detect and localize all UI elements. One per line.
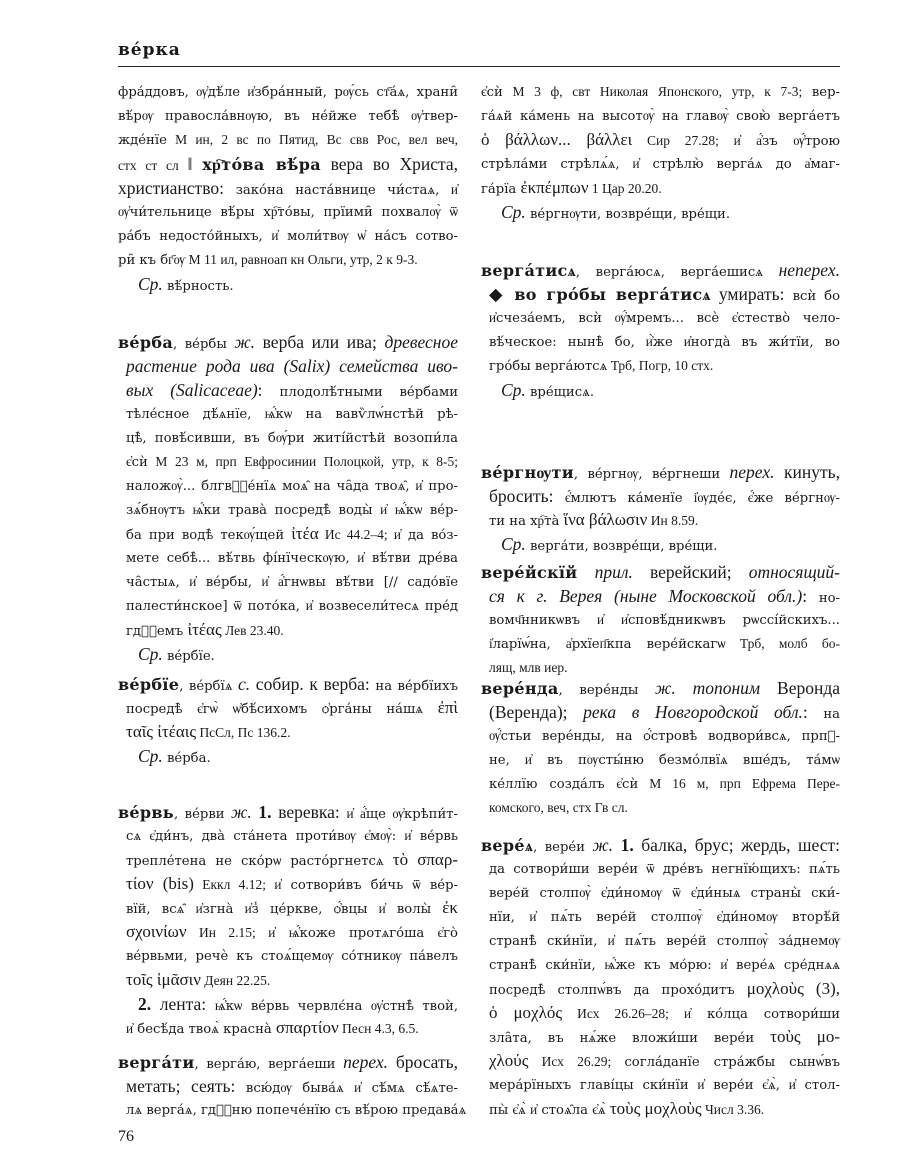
- text-segment: ра́бъ недосто́йныхъ, и҆ моли́твѹ ѡ҆ на́съ сотво-: [118, 229, 458, 244]
- text-line: [118, 80, 458, 104]
- text-segment: трепле́тена не ско́рѡ растóргнетсѧ: [126, 854, 393, 869]
- text-segment: 1 Цар 20.20.: [588, 181, 662, 196]
- text-line: [481, 128, 840, 152]
- text-segment: палести́нское] ѿ пото́ка, и҆ возвесели́тесѧ пре́д: [126, 599, 458, 614]
- text-segment: Ср.: [501, 380, 526, 400]
- text-segment: и҆ сотвори́въ би́чь ѿ ве́р-: [274, 878, 458, 893]
- text-segment: Ис 44.2–4;: [318, 527, 394, 542]
- text-segment: Ин 2.15;: [186, 925, 269, 940]
- text-line: [118, 176, 458, 200]
- text-line: [481, 508, 840, 532]
- text-segment: и҆ ѩ҆́коже протѧго́ша є҆го̀: [268, 926, 458, 941]
- text-segment: М 3 ф, свт Николая Японского, утр, к 7-3;: [502, 84, 812, 99]
- text-segment: ὁ μοχλός: [489, 1003, 563, 1022]
- text-segment: μοχλοὺς (3),: [746, 979, 841, 998]
- text-segment: ри̑ къ бг҃ѹ: [118, 253, 186, 268]
- text-segment: верба или ива;: [254, 332, 385, 352]
- text-line: [481, 460, 840, 484]
- text-segment: не, и҆ въ пѹсты́ню безмо́лвїѧ вше́дъ, та́мѡ: [489, 753, 840, 768]
- text-segment: М 16 м, прп Ефрема Пере-: [638, 776, 840, 791]
- text-segment: га́ѧй ка́мень на высотѹ̀ на главѹ̀ свою̀ верга́етъ: [481, 109, 840, 124]
- text-segment: , вере́нды: [558, 683, 656, 698]
- text-segment: ἰτέας: [187, 620, 222, 639]
- text-line: [481, 80, 840, 104]
- text-segment: Трб, молб бо-: [725, 636, 840, 651]
- text-segment: ве́ргнѹти, возвре́щи, вре́щи.: [525, 207, 731, 222]
- running-head: ве́рка: [118, 40, 181, 60]
- text-segment: жде́нїе: [118, 133, 167, 148]
- text-line: [118, 920, 458, 944]
- text-segment: Веронда: [760, 678, 840, 698]
- text-line: [481, 953, 840, 977]
- text-segment: ἵνα βάλωσιν: [563, 510, 648, 529]
- text-segment: ве́рвь: [118, 803, 174, 822]
- text-segment: неперех.: [778, 260, 840, 280]
- text-segment: ся к г. Верея (ныне Московской обл.): [489, 586, 803, 606]
- text-line: [118, 330, 458, 354]
- text-line: [481, 905, 840, 929]
- text-line: [481, 632, 840, 656]
- text-line: [481, 929, 840, 953]
- text-segment: Числ 3.36.: [701, 1102, 765, 1117]
- text-segment: вѣ́ческое: нынѣ̀ бо, и҆̀же и҆ногда̀ въ жи́тїи, во: [489, 335, 840, 350]
- dictionary-entry: [481, 80, 840, 224]
- text-segment: ж.: [234, 332, 255, 352]
- text-segment: ПсСл, Пс 136.2.: [196, 725, 291, 740]
- text-segment: и҆ ко́лца сотвори́ши: [684, 1007, 840, 1022]
- text-segment: всю́дѹ быва́ѧ и҆ сѣ́мѧ сѣ́ѧте-: [245, 1081, 459, 1096]
- text-line: [118, 744, 458, 768]
- text-line: [481, 1025, 840, 1049]
- text-line: [118, 402, 458, 426]
- text-segment: с.: [237, 674, 251, 694]
- text-segment: на: [823, 707, 840, 722]
- text-segment: и҆счеза́емъ, всѝ ѹ҆́мремъ... всѐ є҆стество̀ чело-: [489, 311, 840, 326]
- text-line: [118, 1098, 467, 1122]
- text-line: [118, 672, 458, 696]
- text-segment: ча̑стыѧ, и҆ ве́рбы, и҆ а҆́гнѡвы вѣ́тви [// садо́вїе: [126, 575, 458, 590]
- text-segment: вере́й столпѹ̀ є҆ди́номѹ ѿ є҆ди́ныѧ страны̀ ски́-: [489, 886, 840, 901]
- text-segment: бросить:: [489, 486, 565, 506]
- text-segment: верейский;: [632, 562, 749, 582]
- text-line: [118, 1016, 458, 1040]
- text-line: [118, 152, 458, 176]
- text-line: [481, 796, 840, 820]
- text-segment: Трб, Погр, 10 стх.: [607, 358, 714, 373]
- text-line: [481, 200, 840, 224]
- text-line: [118, 474, 458, 498]
- text-segment: фра́ддовъ, ѹ҆дѣ́ле и҆збра́нный, рѹ́сь ст҃а́ѧ, храни̑: [118, 85, 458, 100]
- text-segment: и҆ бесѣ́да твоѧ̀ красна̀: [126, 1022, 276, 1037]
- text-segment: прил.: [577, 562, 633, 582]
- text-line: [481, 354, 840, 378]
- text-segment: , вере́и: [533, 840, 593, 855]
- text-line: [481, 772, 840, 796]
- text-line: [481, 608, 840, 632]
- text-segment: и҆ а҆́ще ѹ҆крѣпи́т-: [346, 807, 458, 822]
- text-segment: 2.: [138, 994, 152, 1014]
- text-segment: но-: [818, 591, 840, 606]
- text-line: [118, 944, 458, 968]
- text-line: [481, 560, 840, 584]
- text-segment: τοῖς ἱμᾶσιν: [126, 970, 201, 989]
- text-segment: ѹ҆чи́тельнице вѣ́ры хр҇то́вы, прїими̑ похвалѹ̀ ѿ: [118, 205, 458, 220]
- text-segment: М 11 ил, равноап кн Ольги, утр, 2 к 9-3.: [185, 252, 418, 267]
- text-segment: , верга́ю, верга́еши: [194, 1057, 344, 1072]
- text-segment: ◆: [489, 284, 515, 304]
- text-segment: кинуть,: [774, 462, 840, 482]
- text-line: [481, 1073, 840, 1097]
- text-segment: τὸ σπαρ-: [392, 850, 458, 869]
- text-line: [118, 720, 458, 744]
- text-segment: собир. к верба:: [250, 674, 376, 694]
- text-segment: М ин, 2 вс по Пятид, Вс свв Рос, вел веч,: [166, 132, 458, 147]
- text-segment: (Веренда);: [489, 702, 584, 722]
- text-segment: Песн 4.3, 6.5.: [338, 1021, 419, 1036]
- text-segment: є҆́млютъ ка́менїе і҆ѹде́є, є҆́же ве́ргнѹ-: [564, 491, 840, 506]
- dictionary-entry: [118, 80, 458, 296]
- text-segment: метать; сеять:: [126, 1076, 246, 1096]
- text-line: [481, 330, 840, 354]
- text-line: [118, 992, 458, 1016]
- text-line: [481, 857, 840, 881]
- text-segment: Лев 23.40.: [221, 623, 284, 638]
- text-line: [481, 724, 840, 748]
- text-segment: , ве́рбїѧ: [179, 679, 238, 694]
- text-line: [118, 618, 458, 642]
- text-segment: вѣ́рность.: [162, 279, 234, 294]
- text-line: [118, 128, 458, 152]
- text-line: [481, 532, 840, 556]
- dictionary-entry: [118, 800, 458, 1040]
- text-line: [118, 696, 458, 720]
- text-segment: зако́на наста́внице чи́стаѧ, и҆: [235, 183, 458, 198]
- text-segment: гдⷭ҇емъ: [126, 624, 188, 639]
- dictionary-entry: [481, 560, 840, 680]
- text-segment: і҆ларїѡ́на, а҆рхїеп҃кпа вере́йскагѡ: [489, 637, 726, 652]
- text-segment: , ве́ргнѹ, ве́ргнеши: [573, 467, 730, 482]
- text-line: [481, 1097, 840, 1121]
- text-segment: Ин 8.59.: [647, 513, 699, 528]
- text-segment: верга́тисѧ: [481, 261, 576, 280]
- text-segment: Ср.: [138, 644, 163, 664]
- text-segment: вере́нда: [481, 679, 559, 698]
- text-segment: , верга́юсѧ, верга́ешисѧ: [575, 265, 779, 280]
- text-segment: Исх 26.29;: [528, 1054, 625, 1069]
- text-line: [481, 1049, 840, 1073]
- text-segment: Еккл 4.12;: [193, 877, 275, 892]
- text-segment: ж.: [231, 802, 252, 822]
- text-segment: га́рїа: [481, 182, 521, 197]
- text-line: [481, 833, 840, 857]
- text-segment: ѹ҆́стьи вере́нды, на ѻ҆́стровѣ водвори́всѧ, прпⷣ-: [489, 729, 840, 744]
- text-segment: χλούς: [489, 1051, 529, 1070]
- text-line: [118, 248, 458, 272]
- text-segment: ке́ллїю созда́лъ є҆сѝ: [489, 777, 639, 792]
- text-segment: ве́рба: [118, 333, 174, 352]
- text-segment: вѣ́рѹ правосла́внѹю, въ не́йже тебѣ̀ ѹ҆твер-: [118, 109, 458, 124]
- text-line: [118, 872, 458, 896]
- text-segment: ἐκ: [442, 898, 458, 917]
- text-line: [481, 584, 840, 608]
- dictionary-entry: [118, 1050, 467, 1122]
- text-segment: наложѹ̀... блгвⷭ҇е́нїѧ моѧ̑ на ча̑да твоѧ̑, и҆ про-: [126, 479, 458, 494]
- text-segment: сѧ є҆ди́нъ, два̀ ста́нета проти́вѹ є҆мѹ̀: и҆ ве́рвь: [126, 829, 458, 844]
- text-segment: зла̑та, въ нѧ́же вложи́ши вере́и: [489, 1031, 771, 1046]
- text-segment: є҆сѝ: [126, 455, 148, 470]
- dictionary-entry: [481, 258, 840, 402]
- text-line: [118, 642, 458, 666]
- text-segment: посредѣ̀ є҆гѡ̀ ѡ҆бѣ́сихомъ ѻ҆рга́ны на́шѧ: [126, 702, 438, 717]
- text-segment: и҆ да во́з-: [393, 528, 459, 543]
- text-segment: ве́рбїе.: [162, 649, 215, 664]
- text-segment: ж. топоним: [655, 678, 761, 698]
- text-segment: посредѣ̀ столпѡ́въ да прохо́дитъ: [489, 983, 747, 998]
- text-segment: ὁ βάλλων... βάλλει: [481, 130, 633, 149]
- text-segment: стх ст сл: [118, 158, 188, 173]
- text-segment: мера́рїныхъ главі́цы ски́нїи и҆ вере́и є҆ѧ̀, и҆ стол-: [489, 1078, 840, 1093]
- text-segment: ве́рба.: [162, 751, 211, 766]
- text-line: [481, 676, 840, 700]
- text-segment: перех.: [729, 462, 775, 482]
- text-segment: ѩ҆́кѡ ве́рвь червлє́на ѹ҆стнѣ̀ твоѝ,: [214, 999, 459, 1014]
- text-segment: нїи, и҆ пѧ́ть вере́й столпѹ̀ є҆ди́номѹ вторѣ́й: [489, 910, 840, 925]
- text-segment: τοὺς μο-: [770, 1027, 840, 1046]
- text-line: [118, 522, 458, 546]
- dictionary-entry: [481, 460, 840, 556]
- text-line: [481, 378, 840, 402]
- text-segment: веревка:: [271, 802, 347, 822]
- text-segment: относящий-: [748, 562, 840, 582]
- text-segment: умирать:: [710, 284, 793, 304]
- text-segment: σπαρτίον: [275, 1018, 339, 1037]
- text-segment: Деян 22.25.: [200, 973, 271, 988]
- text-segment: , ве́рбы: [173, 337, 235, 352]
- text-segment: 1.: [613, 835, 634, 855]
- text-line: [118, 848, 458, 872]
- text-segment: зѧ́бнѹтъ ѩ҆́ки трава̀ посредѣ̀ воды̀ и҆ ѩ҆́кѡ ве́р-: [126, 503, 458, 518]
- text-line: [481, 484, 840, 508]
- text-segment: бросать,: [388, 1052, 458, 1072]
- text-line: [481, 700, 840, 724]
- text-segment: ἐκπέμπων: [520, 178, 589, 197]
- text-line: [481, 306, 840, 330]
- text-segment: Ср.: [501, 534, 526, 554]
- text-segment: и҆ а҆́зъ ѹ҆́трою: [733, 134, 841, 149]
- text-segment: во гро́бы верга́тисѧ: [514, 285, 711, 304]
- text-line: [118, 1050, 458, 1074]
- text-segment: лента:: [151, 994, 215, 1014]
- text-line: [118, 272, 458, 296]
- text-segment: ж.: [592, 835, 614, 855]
- text-segment: ве́ргнѹти: [481, 463, 574, 482]
- text-segment: є҆сѝ: [481, 85, 503, 100]
- text-line: [481, 748, 840, 772]
- text-line: [481, 104, 840, 128]
- text-line: [118, 968, 458, 992]
- text-segment: ба при водѣ̀ текѹ́щей: [126, 528, 292, 543]
- header-rule: [118, 66, 840, 67]
- text-segment: Ср.: [501, 202, 526, 222]
- text-segment: вере́ѧ: [481, 836, 534, 855]
- text-line: [118, 200, 458, 224]
- text-segment: , ве́рви: [173, 807, 232, 822]
- text-segment: древесное: [384, 332, 458, 352]
- text-segment: :: [802, 586, 819, 606]
- text-line: [118, 378, 458, 402]
- text-segment: вых (Salicaceae): [126, 380, 258, 400]
- text-segment: хр҇то́ва вѣ́ра: [202, 155, 321, 174]
- text-segment: :: [802, 702, 824, 722]
- text-segment: 1.: [251, 802, 272, 822]
- text-line: [118, 546, 458, 570]
- text-segment: река в Новгородской обл.: [583, 702, 803, 722]
- text-line: [118, 426, 458, 450]
- text-segment: Ср.: [138, 746, 163, 766]
- text-line: [481, 282, 840, 306]
- text-line: [118, 896, 458, 920]
- text-segment: растение рода ива (Salix) семейства иво-: [126, 356, 458, 376]
- text-segment: σχοινίων: [126, 922, 187, 941]
- text-segment: всѝ бо: [792, 289, 841, 304]
- text-segment: вере́йскїй: [481, 563, 578, 582]
- text-line: [118, 824, 458, 848]
- text-line: [118, 224, 458, 248]
- text-segment: Сир 27.28;: [632, 133, 734, 148]
- text-segment: ве́рбїе: [118, 675, 180, 694]
- text-segment: согла́данїе стра́жбы сынѡ́въ: [624, 1055, 840, 1070]
- dictionary-entry: [118, 672, 458, 768]
- text-segment: верга́ти: [118, 1053, 195, 1072]
- text-segment: пы̀ є҆ѧ̀ и҆ стоѧ̑ла є҆ѧ̀: [489, 1103, 610, 1118]
- text-segment: перех.: [343, 1052, 389, 1072]
- text-segment: мете себѣ̀... вѣ́твь фі́нїческѹю, и҆ вѣ́тви дре́ва: [126, 551, 458, 566]
- text-segment: вера во Христа,: [320, 154, 458, 174]
- text-segment: странѣ̀ ски́нїи, и҆ пѧ́ть вере́й столпѹ̀ за́днемѹ: [489, 934, 840, 949]
- text-segment: ταῖς ἰτέαις: [126, 722, 197, 741]
- text-line: [118, 570, 458, 594]
- text-line: [481, 258, 840, 282]
- dictionary-entry: [481, 833, 840, 1121]
- page-number: 76: [118, 1128, 134, 1145]
- text-segment: да сотвори́ши вере́и ѿ дре́въ негнїю́щихъ: пѧ́ть: [489, 862, 840, 877]
- text-segment: тѣле́сное дѣ́ѧнїе, ѩ҆́кѡ на вавѷлѡ́нстѣй рѣ-: [126, 407, 458, 422]
- text-line: [481, 176, 840, 200]
- text-line: [118, 800, 458, 824]
- text-line: [481, 1001, 840, 1025]
- text-line: [118, 594, 458, 618]
- text-segment: вер-: [811, 85, 840, 100]
- text-line: [118, 1074, 458, 1098]
- text-line: [118, 498, 458, 522]
- text-segment: вомч҃нникѡвъ и҆ и҆сповѣ́дникѡвъ рѡссі́йскихъ...: [489, 613, 840, 628]
- text-segment: вре́щисѧ.: [525, 385, 595, 400]
- text-segment: верга́ти, возвре́щи, вре́щи.: [525, 539, 718, 554]
- text-segment: ‖: [187, 154, 203, 174]
- text-segment: гро́бы верга́ютсѧ: [489, 359, 608, 374]
- text-segment: цѣ̀, повѣ́сивши, въ бѹ́ри житі́йстѣй возопи́ла: [126, 431, 458, 446]
- text-segment: τοὺς μοχλοὺς: [609, 1099, 702, 1118]
- text-line: [118, 104, 458, 128]
- text-segment: балка, брус; жердь, шест:: [633, 835, 841, 855]
- dictionary-entry: [118, 330, 458, 666]
- text-line: [481, 977, 840, 1001]
- text-segment: стрѣла́ми стрѣлѧ́ѧ, и҆ стрѣлю̀ верга́ѧ до а҆маг-: [481, 157, 840, 172]
- text-segment: М 23 м, прп Евфросинии Полоцкой, утр, к 8-5;: [147, 454, 458, 469]
- text-line: [118, 450, 458, 474]
- text-line: [481, 152, 840, 176]
- text-line: [481, 881, 840, 905]
- text-segment: лящ, млв иер.: [489, 660, 568, 675]
- text-segment: странѣ̀ ски́нїи, ѩ҆́же къ мо́рю: и҆ вере́ѧ сре́днѧѧ: [489, 958, 840, 973]
- text-segment: Исх 26.26–28;: [562, 1006, 684, 1021]
- text-segment: вїй, всѧ̑ и҆згна̀ и҆з̾ це́ркве, ѻ҆́вцы и҆ волы̀: [126, 902, 443, 917]
- text-segment: ве́рвьми, речѐ къ стоѧ́щемѹ со́тникѹ па́велъ: [126, 949, 458, 964]
- text-segment: комского, веч, стх Гв сл.: [489, 800, 628, 815]
- text-segment: лѧ верга́ѧ, гдⷭ҇ню попече́нїю съ вѣ́рою предава́ѧ: [126, 1103, 467, 1118]
- text-segment: ἐπὶ: [437, 698, 458, 717]
- text-segment: христианство:: [118, 178, 236, 198]
- text-segment: Ср.: [138, 274, 163, 294]
- text-segment: ἰτέα: [291, 524, 319, 543]
- text-segment: τίον (bis): [126, 874, 194, 893]
- text-segment: на ве́рбїихъ: [375, 679, 458, 694]
- text-segment: ти на хр҇та̀: [489, 514, 564, 529]
- dictionary-entry: [481, 676, 840, 820]
- text-segment: :: [257, 380, 280, 400]
- text-segment: плодолѣ́тными ве́рбами: [279, 385, 458, 400]
- text-line: [118, 354, 458, 378]
